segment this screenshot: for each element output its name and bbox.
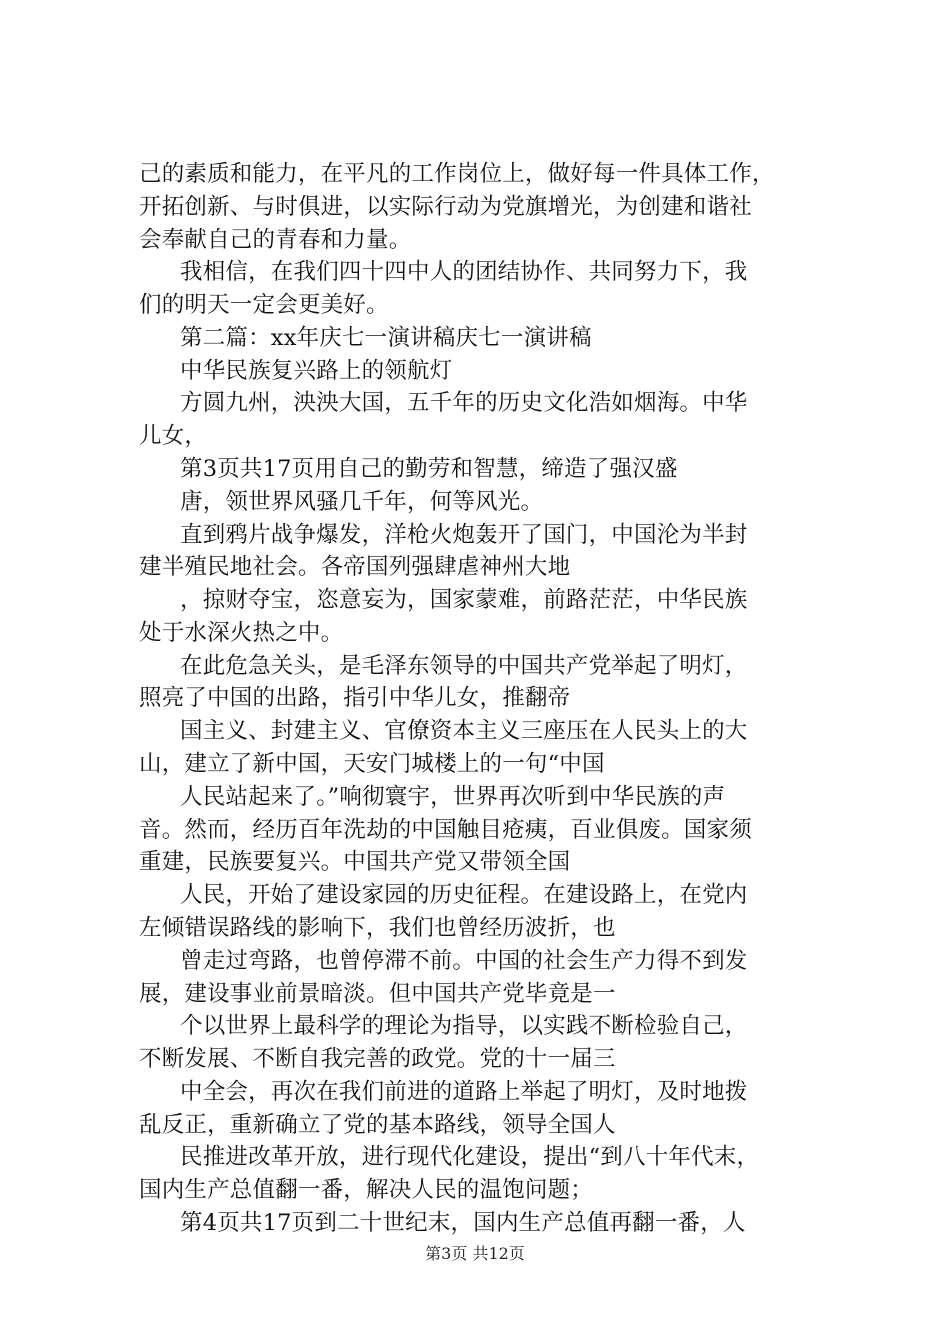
text-line: 会奉献自己的青春和力量。 <box>139 226 412 253</box>
text-line: 在此危急关头，是毛泽东领导的中国共产党举起了明灯， <box>180 652 748 679</box>
text-line: ，掠财夺宝，恣意妄为，国家蒙难，前路茫茫，中华民族 <box>180 587 748 614</box>
text-line: 人民站起来了。”响彻寰宇，世界再次听到中华民族的声 <box>180 783 726 810</box>
text-line: 民推进改革开放，进行现代化建设，提出“到八十年代末， <box>180 1144 760 1171</box>
text-line: 照亮了中国的出路，指引中华儿女，推翻帝 <box>139 685 571 712</box>
text-line: 音。然而，经历百年洗劫的中国触目疮痍，百业俱废。国家须 <box>139 816 752 843</box>
text-line: 唐，领世界风骚几千年，何等风光。 <box>180 488 544 515</box>
text-line: 方圆九州，泱泱大国，五千年的历史文化浩如烟海。中华 <box>180 390 748 417</box>
text-line: 左倾错误路线的影响下，我们也曾经历波折，也 <box>139 914 616 941</box>
text-line: 建半殖民地社会。各帝国列强肆虐神州大地 <box>139 554 571 581</box>
text-line: 中华民族复兴路上的领航灯 <box>180 357 453 384</box>
text-line: 儿女， <box>139 423 208 450</box>
text-line: 曾走过弯路，也曾停滞不前。中国的社会生产力得不到发 <box>180 947 748 974</box>
text-line: 第二篇：xx年庆七一演讲稿庆七一演讲稿 <box>180 324 592 351</box>
text-line: 们的明天一定会更美好。 <box>139 292 389 319</box>
text-line: 直到鸦片战争爆发，洋枪火炮轰开了国门，中国沦为半封 <box>180 521 748 548</box>
text-line: 乱反正，重新确立了党的基本路线，领导全国人 <box>139 1111 616 1138</box>
text-line: 人民，开始了建设家园的历史征程。在建设路上，在党内 <box>180 882 748 909</box>
text-line: 处于水深火热之中。 <box>139 619 344 646</box>
text-line: 重建，民族要复兴。中国共产党又带领全国 <box>139 849 571 876</box>
text-line: 个以世界上最科学的理论为指导，以实践不断检验自己， <box>180 1013 748 1040</box>
text-line: 展，建设事业前景暗淡。但中国共产党毕竟是一 <box>139 980 616 1007</box>
text-line: 国内生产总值翻一番，解决人民的温饱问题； <box>139 1177 594 1204</box>
text-line: 中全会，再次在我们前进的道路上举起了明灯，及时地拨 <box>180 1078 748 1105</box>
text-line: 己的素质和能力，在平凡的工作岗位上，做好每一件具体工作， <box>139 161 775 187</box>
text-line: 第3页共17页用自己的勤劳和智慧，缔造了强汉盛 <box>180 456 678 483</box>
text-line: 第4页共17页到二十世纪末，国内生产总值再翻一番，人 <box>180 1209 746 1236</box>
text-line: 我相信，在我们四十四中人的团结协作、共同努力下，我 <box>180 259 748 286</box>
text-line: 开拓创新、与时俱进，以实际行动为党旗增光，为创建和谐社 <box>139 193 752 220</box>
text-line: 不断发展、不断自我完善的政党。党的十一届三 <box>139 1046 616 1073</box>
text-line: 山，建立了新中国，天安门城楼上的一句“中国 <box>139 751 605 778</box>
text-line: 国主义、封建主义、官僚资本主义三座压在人民头上的大 <box>180 718 748 745</box>
page-footer: 第3页 共12页 <box>425 1244 525 1263</box>
